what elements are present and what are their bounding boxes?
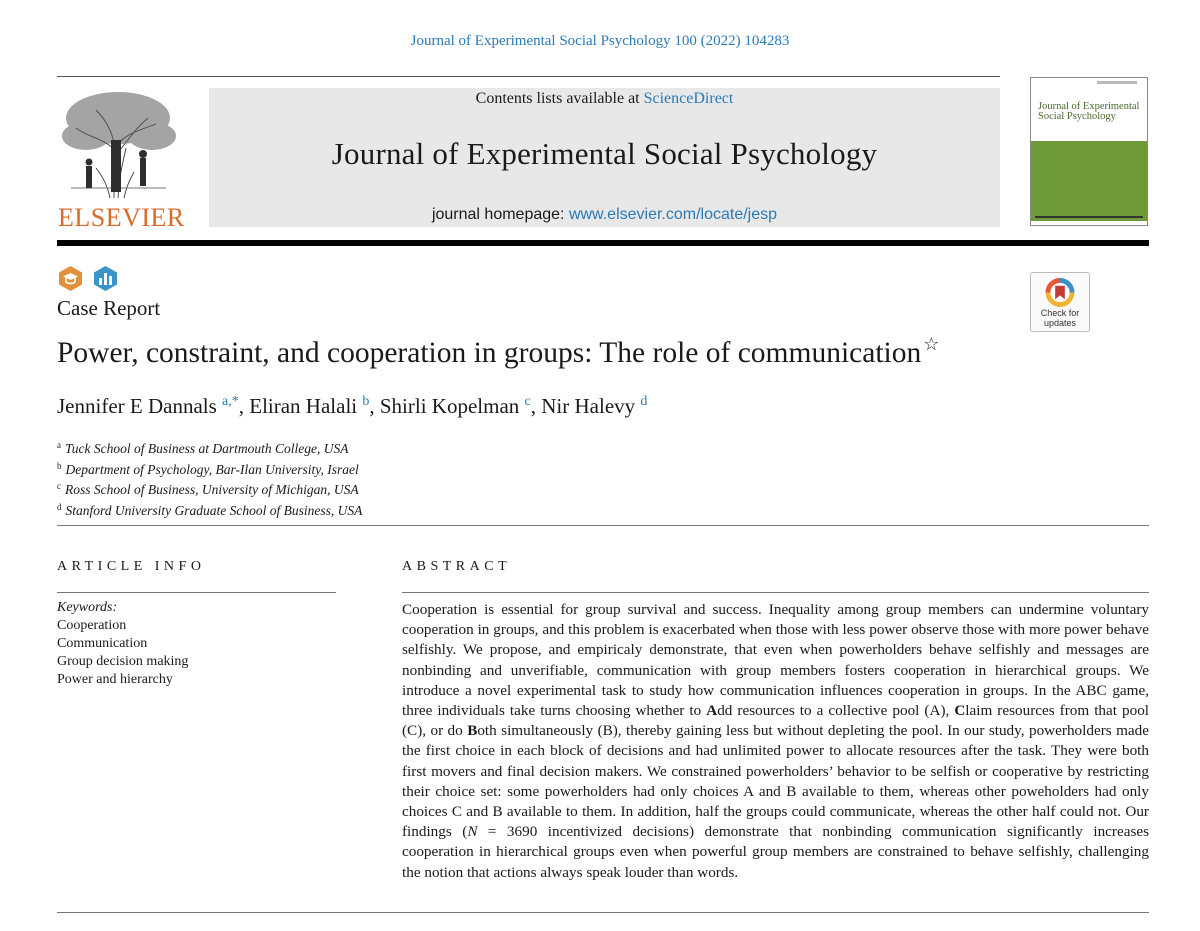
article-title [57, 334, 939, 370]
open-access-cap-icon[interactable] [57, 265, 84, 292]
author-affiliation-link[interactable]: c [524, 394, 531, 409]
cover-title: Journal of Experimental Social Psychology [1038, 101, 1140, 122]
author-affiliation-link[interactable]: b [362, 394, 370, 409]
keyword-item: Cooperation [57, 618, 127, 633]
article-title-text: Power, constraint, and cooperation in groups: The role of communication [57, 337, 922, 369]
keywords-label: Keywords: [57, 600, 118, 615]
author-affiliation-link[interactable]: a,* [222, 394, 239, 409]
affiliation-item [57, 478, 362, 499]
top-rule [57, 76, 1000, 77]
author-name[interactable]: Jennifer E Dannals [57, 394, 217, 418]
abstract-bold-a: A [706, 702, 718, 720]
affiliation-key: a [57, 440, 61, 450]
article-info-rule [57, 592, 336, 593]
keyword-item: Communication [57, 636, 148, 651]
thick-divider [57, 240, 1149, 246]
data-chart-icon[interactable] [92, 265, 119, 292]
title-footnote-star[interactable]: ☆ [923, 334, 940, 354]
affiliation-item [57, 499, 362, 520]
affiliation-text: Tuck School of Business at Dartmouth College, USA [65, 441, 349, 456]
journal-title: Journal of Experimental Social Psychology [331, 136, 878, 171]
affiliation-key: b [57, 460, 62, 471]
journal-homepage-link[interactable]: www.elsevier.com/locate/jesp [568, 206, 778, 223]
contents-line [209, 90, 1000, 108]
abstract-bold-b: B [467, 722, 478, 740]
abstract-text-part: dd resources to a collective pool (A), [717, 702, 955, 720]
affiliation-text: Stanford University Graduate School of Business, USA [65, 502, 363, 518]
journal-cover-thumbnail[interactable] [1030, 77, 1148, 226]
article-type: Case Report [57, 296, 161, 320]
keyword-item: Group decision making [57, 654, 189, 669]
abstract-text-part: laim resources from that pool (C), or do [402, 702, 1150, 740]
abstract-rule [402, 592, 1149, 593]
affiliation-text: Department of Psychology, Bar-Ilan University, Israel [65, 461, 359, 477]
abstract-text-part: oth simultaneously (B), thereby gaining less but without depleting the pool. In our study, powerholders made the first choice in each block of decisions and had unlimited power to allocate resources after the task. They were both first movers and final decision makers. We constrained powerholders’ behavior to be selfish or cooperative by restricting their choice set: some powerholders had only choices A and B available to them, whereas other poweholders had only choices C and B available to them. In addition, half the groups could communicate, whereas the other half could not. Our findings ( [402, 722, 1149, 841]
journal-citation[interactable]: Journal of Experimental Social Psychology 100 (2022) 104283 [410, 33, 790, 49]
abstract-heading: ABSTRACT [402, 559, 512, 574]
author-list [57, 394, 647, 419]
author-name[interactable]: Shirli Kopelman [379, 394, 520, 418]
affiliation-item [57, 437, 362, 458]
author-name[interactable]: Nir Halevy [541, 394, 636, 418]
cover-bottom-line [1035, 216, 1143, 218]
author-separator: , [369, 394, 380, 418]
cover-green-panel [1031, 141, 1147, 221]
cover-volume-bar [1097, 81, 1137, 84]
author-affiliation-link[interactable]: d [640, 394, 648, 409]
affiliation-item [57, 458, 362, 479]
abstract-body [402, 600, 1149, 883]
keyword-item: Power and hierarchy [57, 672, 173, 687]
check-for-updates-label: Check for updates [1040, 308, 1080, 328]
affiliation-text: Ross School of Business, University of Michigan, USA [65, 482, 359, 498]
elsevier-logo[interactable] [56, 88, 185, 232]
sciencedirect-link[interactable]: ScienceDirect [643, 90, 734, 107]
check-for-updates-button[interactable] [1030, 272, 1090, 332]
journal-masthead [209, 88, 1000, 227]
author-name[interactable]: Eliran Halali [249, 394, 358, 418]
abstract-n-symbol: N [467, 823, 478, 841]
abstract-text-part: Cooperation is essential for group survival and success. Inequality among group members can undermine voluntary cooperation in groups, and this problem is exacerbated when those with less power observe those with more power behave selfishly. We propose, and empiricaly demonstrate, that even when powerholders behave selfishly and messages are nonbinding and unverifiable, communication with group members fosters cooperation in hierarchical groups. We introduce a novel experimental task to study how communication influences cooperation in groups. In the ABC game, three individuals take turns choosing whether to [402, 601, 1149, 720]
author-separator: , [238, 394, 250, 418]
article-info-heading: ARTICLE INFO [57, 559, 206, 574]
check-for-updates-icon [1031, 275, 1089, 310]
elsevier-tree-icon [56, 88, 181, 200]
affiliation-key: c [57, 481, 61, 492]
abstract-bold-c: C [954, 702, 966, 720]
section-divider [57, 525, 1149, 526]
publisher-wordmark: ELSEVIER [58, 203, 185, 232]
abstract-text-part: = 3690 incentivized decisions) demonstrate that nonbinding communication significantly increases cooperation in hierarchical groups even when powerful group members are constrained to behave selfishly, challenging the notion that actions always speak louder than words. [402, 823, 1150, 881]
affiliation-list [57, 437, 362, 519]
author-separator: , [530, 394, 542, 418]
contents-prefix: Contents lists available at [475, 90, 644, 107]
homepage-prefix: journal homepage: [431, 206, 569, 223]
cover-top [1031, 78, 1147, 141]
affiliation-key: d [57, 501, 62, 512]
bottom-rule [57, 912, 1149, 913]
keywords-block [57, 599, 188, 689]
homepage-line [209, 206, 1000, 224]
